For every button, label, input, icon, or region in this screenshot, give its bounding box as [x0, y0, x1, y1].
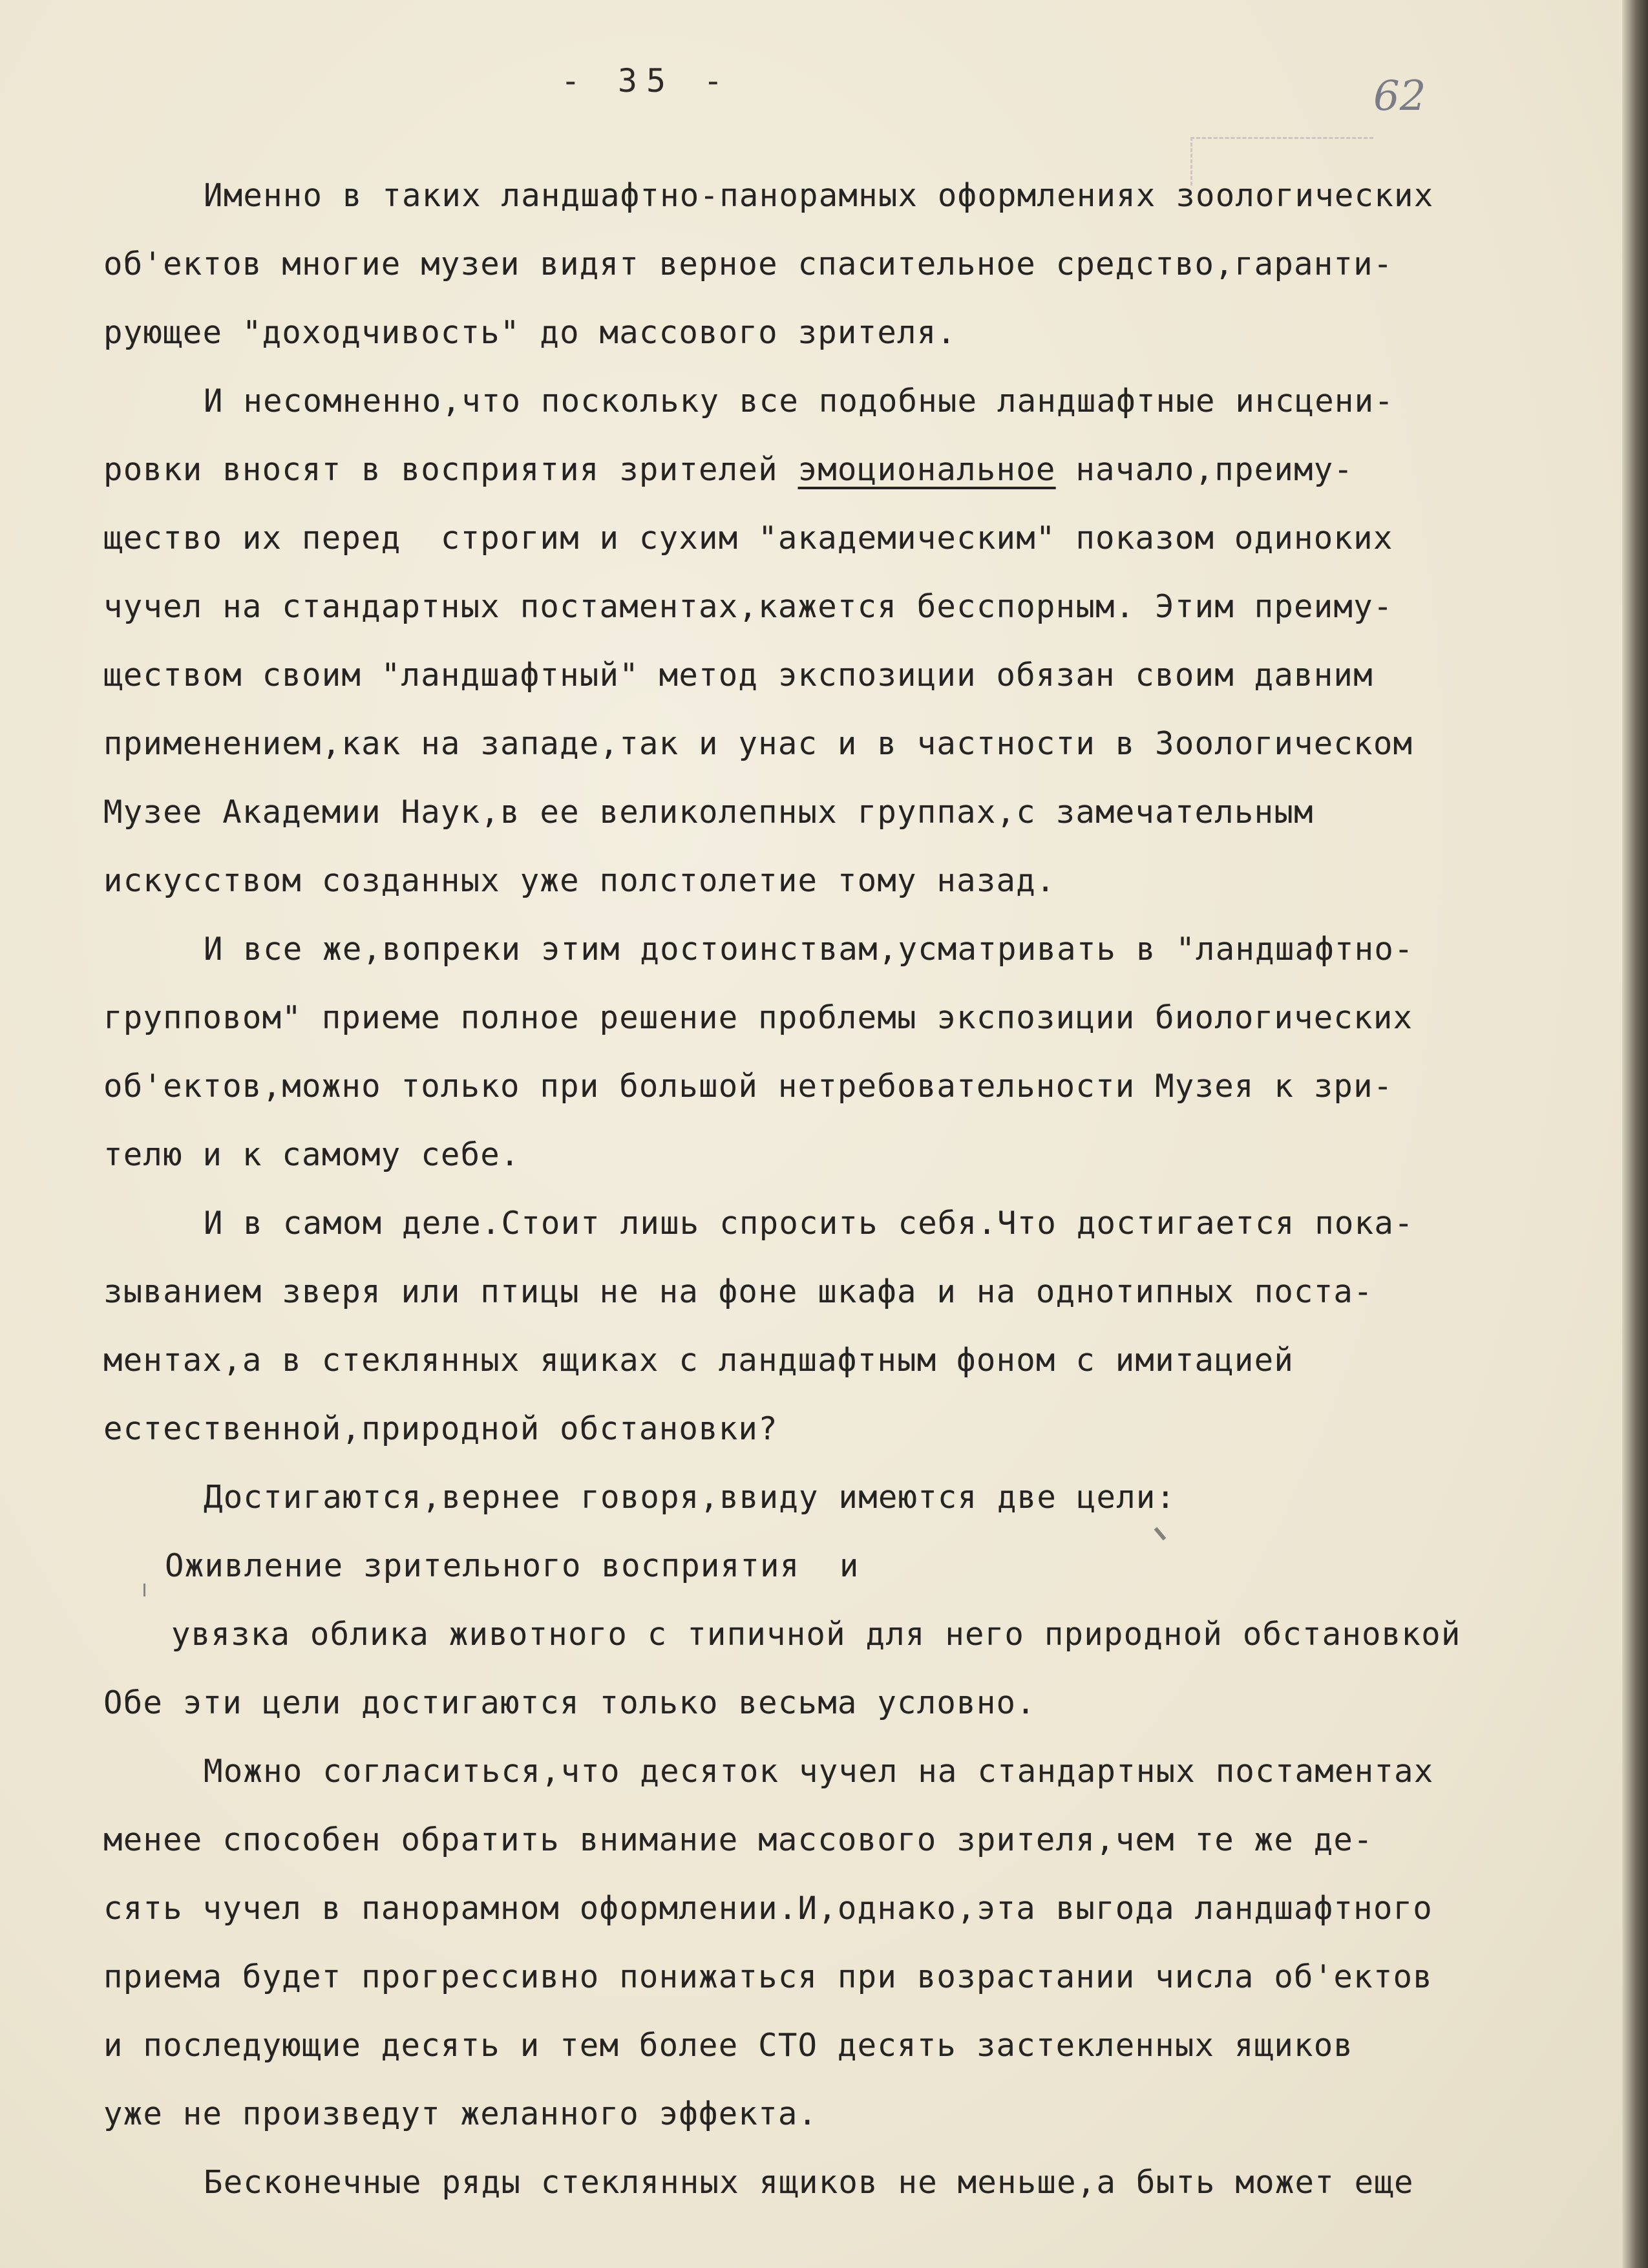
text-line: Можно согласиться,что десяток чучел на стандартных постаментах: [204, 1753, 1434, 1790]
text-line: и последующие десять и тем более СТО десять застекленных ящиков: [103, 2027, 1354, 2064]
text-line: об'ектов многие музеи видят верное спасительное средство,гаранти-: [103, 246, 1393, 282]
text-line: Бесконечные ряды стеклянных ящиков не меньше,а быть может еще: [204, 2164, 1414, 2201]
text-line: естественной,природной обстановки?: [103, 1410, 778, 1447]
underlined-word: эмоциональное: [798, 451, 1056, 488]
text-line: Достигаются,вернее говоря,ввиду имеются две цели:: [204, 1479, 1176, 1516]
archive-folio-number: 62: [1373, 72, 1426, 120]
text-line: щество их перед строгим и сухим "академическим" показом одиноких: [103, 520, 1393, 556]
text-line: ментах,а в стеклянных ящиках с ландшафтным фоном с имитацией: [103, 1342, 1294, 1379]
text-line: групповом" приеме полное решение проблемы экспозиции биологических: [103, 999, 1413, 1036]
text-line: Музее Академии Наук,в ее великолепных группах,с замечательным: [103, 794, 1314, 831]
text-line: телю и к самому себе.: [103, 1136, 520, 1173]
text-line: Оживление зрительного восприятия и: [165, 1547, 860, 1584]
text-line: зыванием зверя или птицы не на фоне шкафа и на однотипных поста-: [103, 1273, 1373, 1310]
text-line: сять чучел в панорамном оформлении.И,однако,эта выгода ландшафтного: [103, 1890, 1433, 1927]
ink-mark: [143, 1584, 145, 1596]
text-line: Обе эти цели достигаются только весьма условно.: [103, 1684, 1036, 1721]
text-line: менее способен обратить внимание массового зрителя,чем те же де-: [103, 1821, 1373, 1858]
text-line: применением,как на западе,так и унас и в частности в Зоологическом: [103, 725, 1413, 762]
text-line: искусством созданных уже полстолетие тому назад.: [103, 862, 1056, 899]
text-line: рующее "доходчивость" до массового зрителя.: [103, 314, 957, 351]
text-line: об'ектов,можно только при большой нетребовательности Музея к зри-: [103, 1068, 1393, 1105]
text-line: И все же,вопреки этим достоинствам,усматривать в "ландшафтно-: [204, 931, 1414, 968]
text-line: увязка облика животного с типичной для него природной обстановкой: [171, 1616, 1461, 1653]
text-line: уже не произведут желанного эффекта.: [103, 2095, 818, 2132]
text-fragment: начало,преиму-: [1055, 451, 1354, 488]
text-line: И несомненно,что поскольку все подобные ландшафтные инсцени-: [204, 383, 1395, 419]
typewritten-body: [103, 162, 1570, 2217]
text-line: ществом своим "ландшафтный" метод экспозиции обязан своим давним: [103, 657, 1373, 694]
text-line: Именно в таких ландшафтно-панорамных оформлениях зоологических: [204, 177, 1434, 214]
text-fragment: ровки вносят в восприятия зрителей: [103, 451, 798, 488]
text-line: И в самом деле.Стоит лишь спросить себя.Что достигается пока-: [204, 1205, 1414, 1242]
page-edge-shadow: [1622, 0, 1648, 2268]
text-line: приема будет прогрессивно понижаться при возрастании числа об'ектов: [103, 1958, 1433, 1995]
text-line-with-underline: [103, 436, 1570, 504]
page-number: - 35 -: [560, 62, 732, 100]
text-line: чучел на стандартных постаментах,кажется бесспорным. Этим преиму-: [103, 588, 1393, 625]
